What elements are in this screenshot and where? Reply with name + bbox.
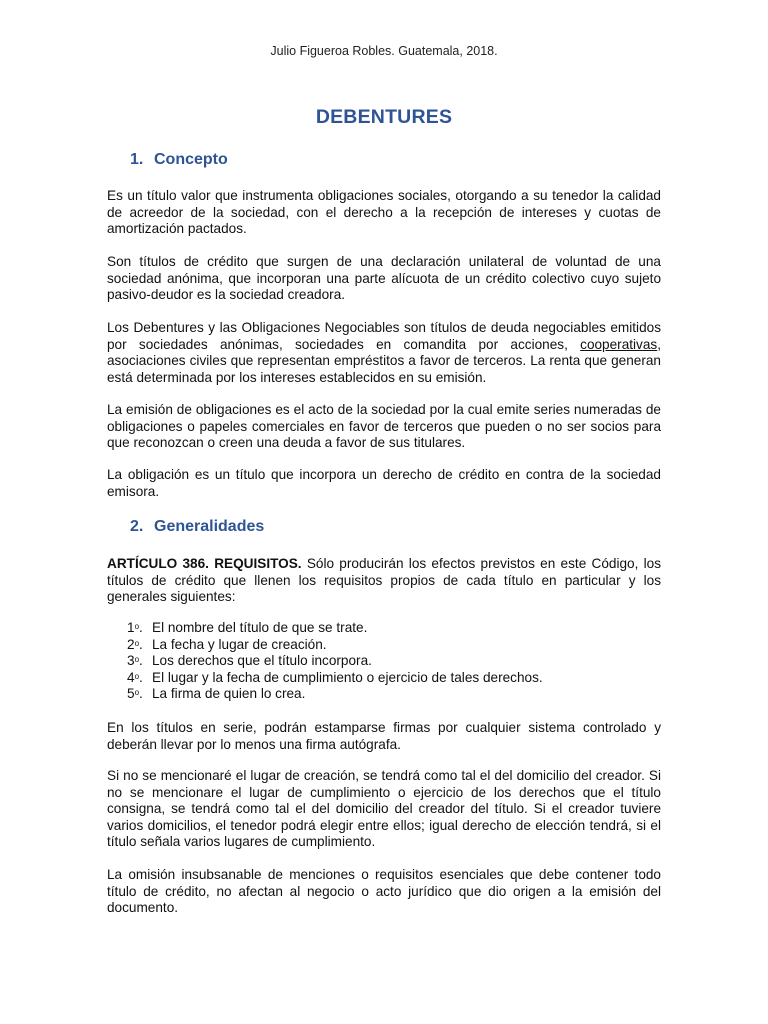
section-title: Concepto — [154, 151, 228, 168]
article-label: ARTÍCULO 386. REQUISITOS. — [107, 556, 302, 571]
list-item — [127, 653, 647, 670]
paragraph: Son títulos de crédito que surgen de una declaración unilateral de voluntad de una sociedad anónima, que incorporan una parte alícuota de un crédito colectivo cuyo sujeto pasivo-deudor es la sociedad creadora. — [107, 254, 661, 303]
list-item — [127, 670, 647, 687]
page-header: Julio Figueroa Robles. Guatemala, 2018. — [270, 44, 498, 58]
paragraph: La obligación es un título que incorpora un derecho de crédito en contra de la sociedad emisora. — [107, 467, 661, 499]
section-number: 1. — [130, 151, 144, 168]
paragraph — [107, 320, 661, 386]
list-item-text: La firma de quien lo crea. — [152, 686, 306, 702]
article-text: Sólo producirán los efectos previstos en este Código, los títulos de crédito que llenen los requisitos propios de cada título en particular y los generales siguientes: — [107, 556, 662, 605]
paragraph: Es un título valor que instrumenta obligaciones sociales, otorgando a su tenedor la calidad de acreedor de la sociedad, con el derecho a la recepción de intereses y cuotas de amortización pactados. — [107, 188, 661, 237]
cooperativas-link[interactable]: cooperativas — [580, 336, 658, 352]
section-heading-concepto — [130, 151, 228, 169]
list-item-text: La fecha y lugar de creación. — [152, 636, 327, 652]
paragraph: En los títulos en serie, podrán estamparse firmas por cualquier sistema controlado y deberán llevar por lo menos una firma autógrafa. — [107, 720, 661, 752]
paragraph: Si no se mencionaré el lugar de creación, se tendrá como tal el del domicilio del creador. Si no se mencionare el lugar de cumplimiento o ejercicio de los derechos que el título consigna, se tendrá como tal el del domicilio del creador del título. Si el creador tuviere varios domicilios, el tenedor podrá elegir entre ellos; igual derecho de elección tendrá, si el título señala varios lugares de cumplimiento. — [107, 768, 661, 850]
list-marker: 1$^o$. — [127, 620, 143, 635]
list-marker: 4$^o$. — [127, 669, 143, 685]
list-marker: 2$^o$. — [127, 636, 143, 652]
list-item — [127, 686, 647, 703]
list-marker: 5$^o$. — [127, 686, 143, 702]
paragraph-text: Los Debentures y las Obligaciones Negociables son títulos de deuda negociables emitidos por sociedades anónimas, sociedades en comandita por acciones, — [107, 320, 661, 352]
list-item-text: Los derechos que el título incorpora. — [152, 653, 372, 669]
paragraph-text: , asociaciones civiles que representan empréstitos a favor de terceros. La renta que generan está determinada por los intereses establecidos en su emisión. — [107, 336, 661, 385]
section-title: Generalidades — [154, 518, 265, 535]
requirements-list — [127, 620, 647, 703]
list-marker: 3$^o$. — [127, 653, 143, 669]
section-number: 2. — [130, 518, 144, 535]
section-heading-generalidades — [130, 518, 264, 536]
list-item-text: El lugar y la fecha de cumplimiento o ejercicio de tales derechos. — [152, 669, 543, 685]
paragraph: La emisión de obligaciones es el acto de la sociedad por la cual emite series numeradas de obligaciones o papeles comerciales en favor de terceros que pueden o no ser socios para que reconozcan o creen una deuda a favor de sus titulares. — [107, 402, 661, 451]
list-item — [127, 620, 647, 637]
list-item-text: El nombre del título de que se trate. — [152, 620, 368, 635]
list-item — [127, 637, 647, 654]
document-title: DEBENTURES — [315, 106, 453, 128]
article-paragraph — [107, 556, 661, 606]
paragraph: La omisión insubsanable de menciones o requisitos esenciales que debe contener todo título de crédito, no afectan al negocio o acto jurídico que dio origen a la emisión del documento. — [107, 867, 661, 916]
